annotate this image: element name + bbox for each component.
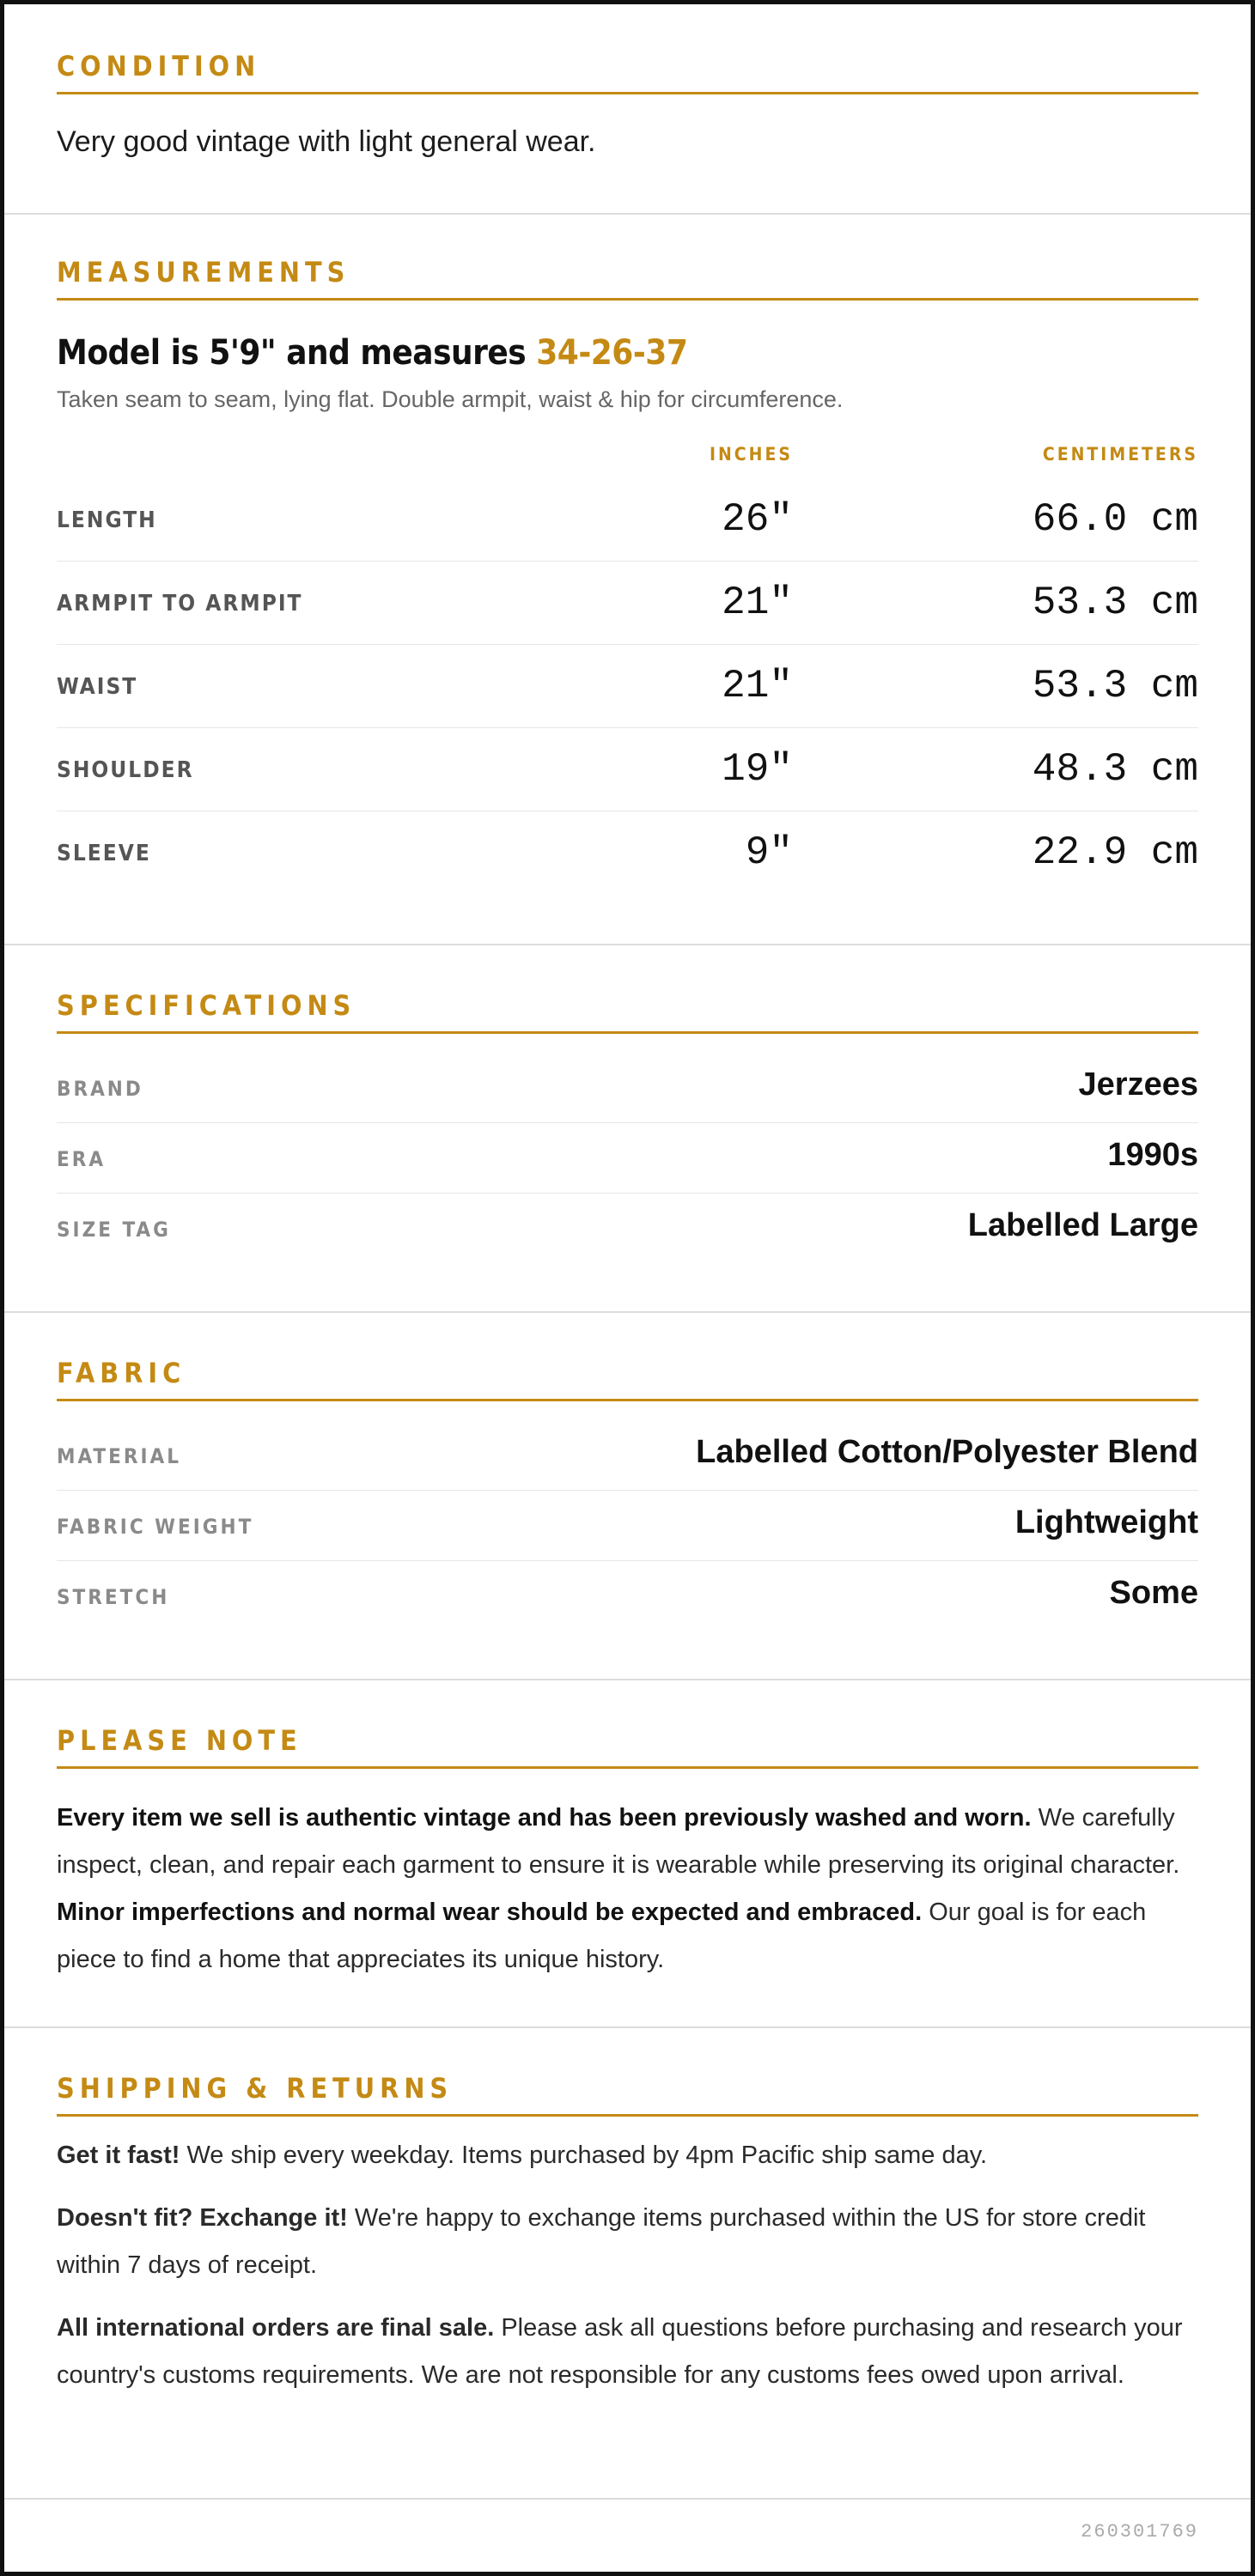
fabric-row bbox=[57, 1420, 1198, 1491]
international-emphasis: All international orders are final sale. bbox=[57, 2314, 495, 2342]
note-emphasis-1: Every item we sell is authentic vintage and has been previously washed and worn. bbox=[57, 1804, 1032, 1832]
exchange-emphasis: Doesn't fit? Exchange it! bbox=[57, 2204, 348, 2232]
measurement-cm: 22.9 cm bbox=[1032, 830, 1198, 875]
model-measure-value: 34-26-37 bbox=[536, 333, 688, 373]
condition-title: CONDITION bbox=[57, 49, 1198, 94]
measurement-inches: 19" bbox=[722, 747, 793, 792]
measurement-label: WAIST bbox=[57, 674, 138, 700]
spec-value: Jerzees bbox=[1078, 1066, 1198, 1103]
fabric-value: Some bbox=[1109, 1575, 1198, 1611]
measurement-label: ARMPIT TO ARMPIT bbox=[57, 591, 303, 617]
please-note-section bbox=[4, 1680, 1251, 2028]
spec-row bbox=[57, 1053, 1198, 1123]
measurement-cm: 48.3 cm bbox=[1032, 747, 1198, 792]
shipping-title: SHIPPING & RETURNS bbox=[57, 2071, 1198, 2117]
measurement-inches: 9" bbox=[745, 830, 793, 875]
fabric-value: Lightweight bbox=[1014, 1504, 1198, 1540]
spec-label: SIZE TAG bbox=[57, 1218, 171, 1242]
measurement-row bbox=[57, 728, 1198, 811]
measurement-cm: 66.0 cm bbox=[1032, 497, 1198, 542]
spec-label: ERA bbox=[57, 1147, 107, 1171]
measurement-table-header bbox=[57, 444, 1198, 478]
international-text: Please ask all questions before purchasing and research your country's customs requirements. We are not responsible for any customs fees owed upon arrival. bbox=[57, 2314, 1183, 2389]
measurement-row bbox=[57, 811, 1198, 895]
specifications-list bbox=[57, 1053, 1198, 1264]
column-centimeters: CENTIMETERS bbox=[1042, 444, 1198, 465]
note-text-2: Our goal is for each piece to find a home that appreciates its unique history. bbox=[57, 1899, 1147, 1973]
condition-section bbox=[4, 4, 1251, 215]
exchange-paragraph bbox=[57, 2195, 1198, 2289]
measurement-row bbox=[57, 562, 1198, 645]
exchange-text: We're happy to exchange items purchased within the US for store credit within 7 days of receipt. bbox=[57, 2204, 1146, 2279]
measurements-section bbox=[4, 215, 1251, 945]
model-prefix: Model is 5'9" and measures bbox=[57, 333, 537, 373]
fabric-label: MATERIAL bbox=[57, 1444, 181, 1468]
measurement-note: Taken seam to seam, lying flat. Double armpit, waist & hip for circumference. bbox=[57, 386, 844, 412]
measurement-label: SHOULDER bbox=[57, 757, 194, 783]
spec-value: Labelled Large bbox=[967, 1207, 1198, 1243]
note-text-1: We carefully inspect, clean, and repair each garment to ensure it is wearable while preserving its original character. bbox=[57, 1804, 1180, 1879]
spec-label: BRAND bbox=[57, 1077, 143, 1101]
shipping-paragraph bbox=[57, 2132, 1198, 2179]
model-measurements bbox=[57, 333, 1198, 373]
please-note-title: PLEASE NOTE bbox=[57, 1723, 1198, 1769]
measurement-row bbox=[57, 645, 1198, 728]
condition-text: Very good vintage with light general wear. bbox=[57, 125, 596, 158]
product-id: 260301769 bbox=[1081, 2521, 1198, 2543]
note-emphasis-2: Minor imperfections and normal wear should be expected and embraced. bbox=[57, 1899, 923, 1926]
measurement-cm: 53.3 cm bbox=[1032, 580, 1198, 625]
please-note-text bbox=[57, 1795, 1198, 1984]
shipping-text: We ship every weekday. Items purchased by 4pm Pacific ship same day. bbox=[180, 2142, 988, 2169]
measurements-title: MEASUREMENTS bbox=[57, 255, 1198, 301]
measurement-label: LENGTH bbox=[57, 507, 157, 533]
measurement-inches: 21" bbox=[722, 580, 793, 625]
measurement-table bbox=[57, 478, 1198, 895]
measurement-row bbox=[57, 478, 1198, 562]
column-inches: INCHES bbox=[709, 444, 793, 465]
spec-row bbox=[57, 1123, 1198, 1194]
fabric-list bbox=[57, 1420, 1198, 1631]
spec-value: 1990s bbox=[1107, 1137, 1198, 1173]
measurement-label: SLEEVE bbox=[57, 841, 151, 866]
fabric-row bbox=[57, 1561, 1198, 1631]
fabric-label: STRETCH bbox=[57, 1585, 170, 1609]
spec-row bbox=[57, 1194, 1198, 1264]
specifications-section bbox=[4, 945, 1251, 1313]
measurement-cm: 53.3 cm bbox=[1032, 664, 1198, 708]
fabric-label: FABRIC WEIGHT bbox=[57, 1515, 254, 1539]
international-paragraph bbox=[57, 2305, 1198, 2399]
fabric-title: FABRIC bbox=[57, 1356, 1198, 1401]
measurement-inches: 21" bbox=[722, 664, 793, 708]
measurement-inches: 26" bbox=[722, 497, 793, 542]
specifications-title: SPECIFICATIONS bbox=[57, 988, 1198, 1034]
fabric-section bbox=[4, 1313, 1251, 1680]
fabric-value: Labelled Cotton/Polyester Blend bbox=[696, 1434, 1198, 1470]
shipping-section bbox=[4, 2028, 1251, 2500]
shipping-emphasis: Get it fast! bbox=[57, 2142, 180, 2169]
fabric-row bbox=[57, 1491, 1198, 1561]
